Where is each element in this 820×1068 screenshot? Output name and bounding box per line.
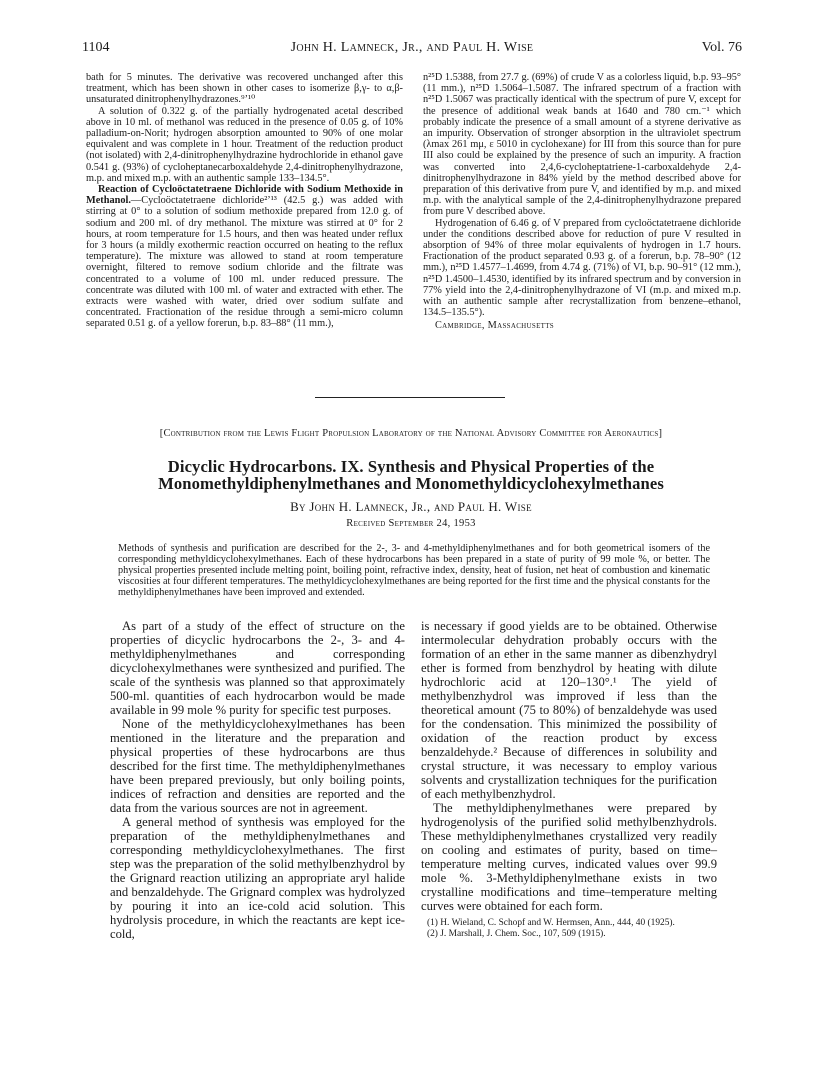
article-title: [96, 458, 726, 492]
affiliation: Cambridge, Massachusetts: [435, 320, 554, 332]
abstract: Methods of synthesis and purification are described for the 2-, 3- and 4-methyldiphenylmethanes and for both geometrical isomers of the corresponding methyldicyclohexylmethanes. Each of these hydrocarbons has been prepared in a state of purity of 99 mole %, or better. The physical properties presented include melting point, boiling point, refractive index, density, heat of fusion, net heat of combustion and kinematic viscosities at four different temperatures. The methyldicyclohexylmethanes are being reported for the first time and the physical constants for the methyldiphenylmethanes have been improved and extended.: [118, 543, 710, 598]
section-divider: [315, 397, 505, 398]
title-line: Monomethyldiphenylmethanes and Monomethyldicyclohexylmethanes: [158, 474, 664, 493]
received-date: Received September 24, 1953: [346, 518, 476, 529]
body-left-column: [110, 619, 405, 941]
subhead-text: —Cycloöctatetraene dichloride²ʼ¹³ (42.5 g.) was added with stirring at 0° to a solution of sodium methoxide prepared from 12.0 g. of sodium and 200 ml. of dry methanol. The mixture was stirred at 0° for 2 hours, at room temperature for 1.5 hours, and then was heated under reflux for 3 hours (a mildly exothermic reaction occurred on heating to the reflux temperature). The mixture was allowed to stand at room temperature overnight, filtered to remove sodium chloride and the filtrate was concentrated to a volume of 100 ml. under reduced pressure. The concentrate was diluted with 100 ml. of water and extracted with ether. The extracts were washed with water, dried over sodium sulfate and concentrated. Fractionation of the residue through a semi-micro column separated 0.51 g. of a yellow forerun, b.p. 83–88° (11 mm.),: [86, 195, 403, 330]
byline: By John H. Lamneck, Jr., and Paul H. Wise: [290, 499, 532, 514]
footnotes: [421, 918, 717, 940]
volume-label: Vol. 76: [701, 40, 742, 55]
paragraph: Hydrogenation of 6.46 g. of V prepared from cycloöctatetraene dichloride under the conditions described above for reduction of pure V resulted in absorption of 94% of three molar equivalents of hydrogen in 1.7 hours. Fractionation of the product separated 0.93 g. of a forerun, b.p. 78–90° (12 mm.), n²⁵D 1.4577–1.4699, from 4.74 g. (71%) of VI, b.p. 90–91° (12 mm.), n²⁵D 1.4500–1.4530, identified by its infrared spectrum and by conversion in 77% yield into the 2,4-dinitrophenylhydrazone of VI (m.p. and mixed m.p. with an authentic sample after recrystallization from benzene–ethanol, 134.5–135.5°).: [423, 217, 741, 319]
paragraph: bath for 5 minutes. The derivative was recovered unchanged after this treatment, which has been shown in other cases to isomerize β,γ- to α,β-unsaturated dinitrophenylhydrazones.⁹ʼ¹⁰: [86, 72, 403, 106]
paragraph: As part of a study of the effect of structure on the properties of dicyclic hydrocarbons the 2-, 3- and 4-methyldiphenylmethanes and corresponding dicyclohexylmethanes were synthesized and purified. The scale of the synthesis was planned so that approximately 500-ml. quantities of each hydrocarbon would be made available in 99 mole % purity for specific test purposes.: [110, 619, 405, 717]
paragraph: [86, 184, 403, 330]
section-subhead: Reaction of Cycloöctatetraene Dichloride with Sodium Methoxide in Methanol.: [86, 184, 403, 207]
running-head: John H. Lamneck, Jr., and Paul H. Wise: [290, 40, 534, 55]
contribution-note: [Contribution from the Lewis Flight Propulsion Laboratory of the National Advisory Committee for Aeronautics]: [159, 428, 663, 439]
page-number: 1104: [82, 40, 110, 55]
top-right-column: [423, 72, 741, 332]
paragraph: The methyldiphenylmethanes were prepared by hydrogenolysis of the purified solid methylbenzhydrols. These methyldiphenylmethanes crystallized very readily on cooling and estimates of purity, based on time–temperature melting curves, indicated values over 99.9 mole %. 3-Methyldiphenylmethane exists in two crystalline modifications and time–temperature melting curves were obtained for each form.: [421, 801, 717, 913]
footnote: (1) H. Wieland, C. Schopf and W. Hermsen, Ann., 444, 40 (1925).: [427, 918, 675, 928]
paragraph: A general method of synthesis was employed for the preparation of the methyldiphenylmethanes and corresponding methyldicyclohexylmethanes. The first step was the preparation of the solid methylbenzhydrol by the Grignard reaction utilizing an appropriate aryl halide and benzaldehyde. The Grignard complex was hydrolyzed by pouring it into an ice-cold acid solution. This hydrolysis procedure, in which the reactants are kept ice-cold,: [110, 815, 405, 941]
paragraph: n²⁵D 1.5388, from 27.7 g. (69%) of crude V as a colorless liquid, b.p. 93–95° (11 mm.), n²⁵D 1.5064–1.5087. The infrared spectrum of a fraction with n²⁵D 1.5067 was practically identical with the spectrum of pure V, except for the presence of additional weak bands at 1640 and 780 cm.⁻¹ which probably indicate the presence of a small amount of a styrene derivative as an impurity. Observation of stronger absorption in the ultraviolet spectrum (λmax 261 mμ, ε 5010 in cyclohexane) for III from this source than for pure III also could be explained by the presence of such an impurity. A fraction was converted into 2,4,6-cycloheptatriene-1-carboxaldehyde 2,4-dinitrophenylhydrazone in 84% yield by the method described above for preparation of this derivative from pure V, and identified by m.p. and mixed m.p. with the analytical sample of the 2,4-dinitrophenylhydrazone prepared from pure V described above.: [423, 72, 741, 218]
paragraph: None of the methyldicyclohexylmethanes has been mentioned in the literature and the preparation and physical properties of these hydrocarbons are thus described for the first time. The methyldiphenylmethanes have been prepared previously, but only boiling points, indices of refraction and densities are reported and the data from the various sources are not in agreement.: [110, 717, 405, 815]
top-left-column: [86, 72, 403, 330]
paragraph: is necessary if good yields are to be obtained. Otherwise intermolecular dehydration probably occurs with the formation of an ether in the same manner as dibenzhydryl ether is formed from benzhydrol by heating with dilute hydrochloric acid at 120–130°.¹ The yield of methylbenzhydrol was improved if less than the theoretical amount (75 to 80%) of benzaldehyde was used for the condensation. This minimized the possibility of oxidation of the reaction product by excess benzaldehyde.² Because of differences in solubility and crystal structure, it was necessary to employ various solvents and crystallization techniques for the purification of each methylbenzhydrol.: [421, 619, 717, 801]
body-right-column: [421, 619, 717, 940]
page-header: [82, 40, 742, 60]
footnote: (2) J. Marshall, J. Chem. Soc., 107, 509 (1915).: [427, 929, 606, 939]
title-line: Dicyclic Hydrocarbons. IX. Synthesis and Physical Properties of the: [167, 457, 655, 476]
paragraph: A solution of 0.322 g. of the partially hydrogenated acetal described above in 10 ml. of methanol was reduced in the presence of 0.05 g. of 10% palladium-on-Norit; hydrogen absorption amounted to 90% of one molar equivalent and was complete in 1 hour. Treatment of the reduction product (not isolated) with 2,4-dinitrophenylhydrazine hydrochloride in ethanol gave 0.541 g. (93%) of cycloheptanecarboxaldehyde 2,4-dinitrophenylhydrazone, m.p. and mixed m.p. with an authentic sample 133–134.5°.: [86, 105, 403, 184]
